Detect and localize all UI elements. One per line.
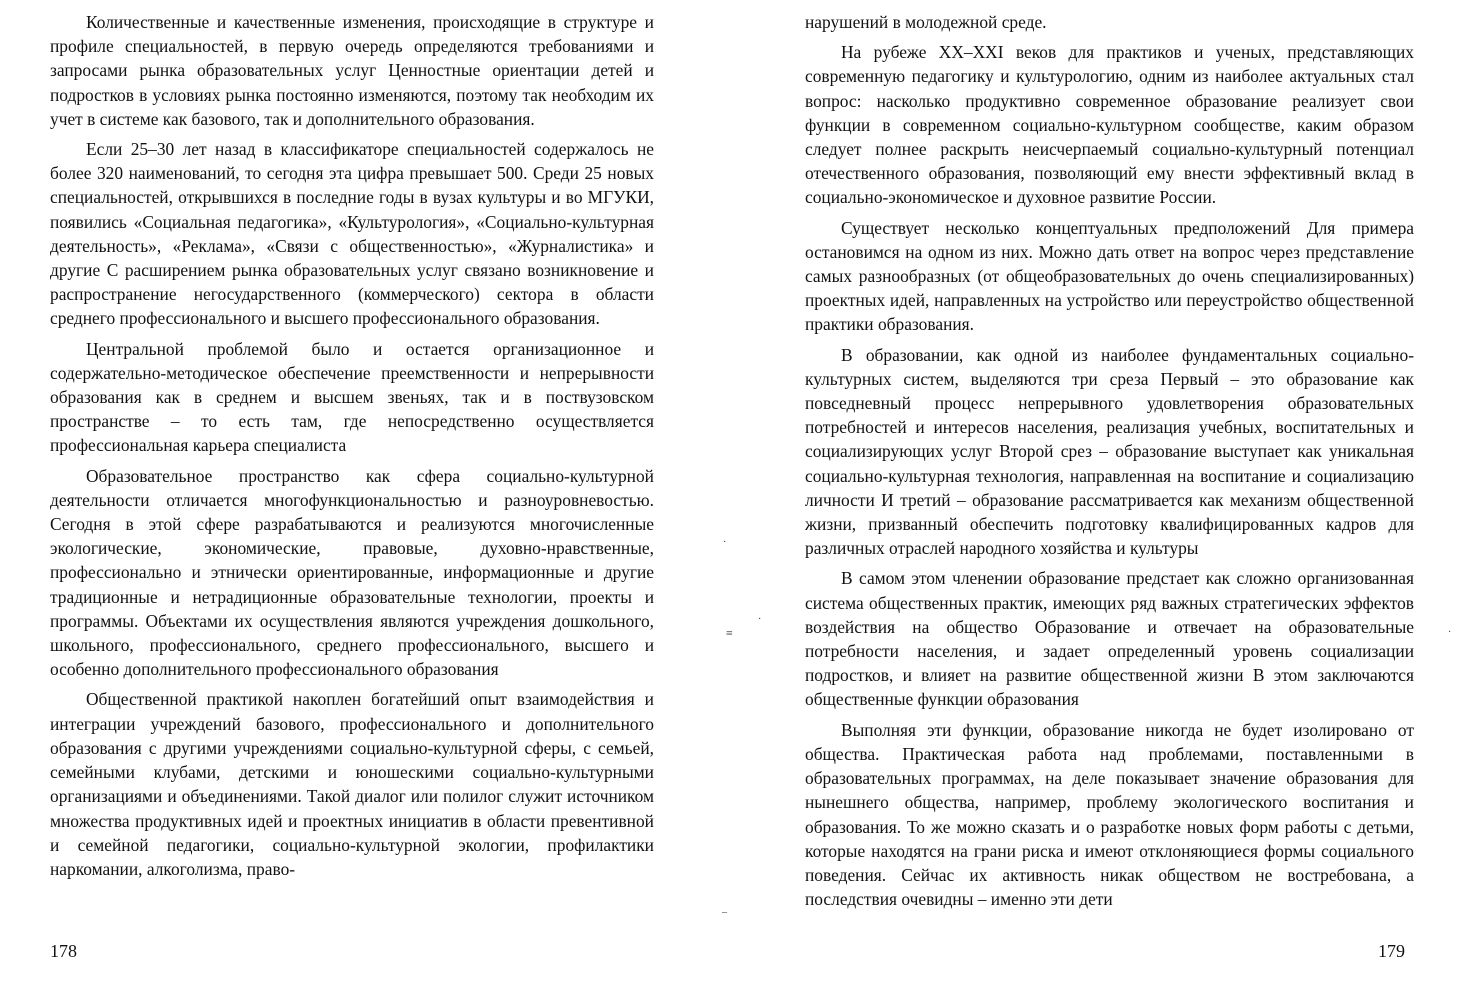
right-paragraph-1: нарушений в молодежной среде. (805, 12, 1047, 32)
left-paragraph-3: Центральной проблемой было и остается организационное и содержательно-методическое обеспечение преемственности и непрерывности образования как в среднем и высшем звеньях, так и в поствузовском пространстве – то есть там, где непосредственно осуществляется профессиональная карьера специалиста (50, 338, 654, 456)
right-paragraph-4: В образовании, как одной из наиболее фундаментальных социально-культурных систем, выделяются три среза Первый – это образование как повседневный процесс непрерывного удовлетворения образовательных потребностей и интересов населения, реализация учебных, воспитательных и социализирующих услуг Второй срез – образование выступает как уникальная социально-культурная технология, направленная на воспитание и социализацию личности И третий – образование рассматривается как механизм общественной жизни, призванный обеспечить подготовку квалифицированных кадров для различных отраслей народного хозяйства и культуры (805, 344, 1414, 559)
right-paragraph-2: На рубеже XX–XXI веков для практиков и ученых, представляющих современную педагогику и культурологию, одним из наиболее актуальных стал вопрос: насколько продуктивно современное образование реализует свои функции в современном социально-культурном сообществе, каким образом следует полнее раскрыть неисчерпаемый социально-культурный потенциал отечественного образования, позволяющий ему внести эффективный вклад в социально-экономическое и духовное развитие России. (805, 42, 1414, 208)
left-paragraph-5: Общественной практикой накоплен богатейший опыт взаимодействия и интеграции учреждений базового, профессионального и дополнительного образования с другими учреждениями социально-культурной сферы, с семьей, семейными клубами, детскими и юношескими социально-культурными организациями и объединениями. Такой диалог или полилог служит источником множества продуктивных идей и проектных инициатив в области превентивной и семейной педагогики, социально-культурной экологии, профилактики наркомании, алкоголизма, право- (50, 689, 654, 879)
gutter-speck: – (722, 907, 727, 918)
gutter-speck: · (758, 614, 762, 625)
left-paragraph-2: Если 25–30 лет назад в классификаторе специальностей содержалось не более 320 наименований, то сегодня эта цифра превышает 500. Среди 25 новых специальностей, открывшихся в последние годы в вузах культуры и во МГУКИ, появились «Социальная педагогика», «Культурология», «Социально-культурная деятельность», «Реклама», «Связи с общественностью», «Журналистика» и другие С расширением рынка образовательных услуг связано возникновение и распространение негосударственного (коммерческого) сектора в области среднего профессионального и высшего профессионального образования. (50, 139, 654, 329)
left-paragraph-1: Количественные и качественные изменения, происходящие в структуре и профиле специальностей, в первую очередь определяются требованиями и запросами рынка образовательных услуг Ценностные ориентации детей и подростков в условиях рынка постоянно изменяются, поэтому так необходим их учет в системе как базового, так и дополнительного образования. (50, 12, 654, 129)
right-paragraph-6: Выполняя эти функции, образование никогда не будет изолировано от общества. Практическая работа над проблемами, поставленными в образовательных программах, на деле показывает значение образования для нынешнего общества, например, проблему экологического воспитания и образования. То же можно сказать и о разработке новых форм работы с детьми, которые находятся на грани риска и имеют отклоняющиеся формы социального поведения. Сейчас их активность никак обществом не востребована, а последствия очевидны – именно эти дети (805, 719, 1414, 910)
gutter-speck: · (1448, 627, 1452, 638)
right-page (805, 10, 1414, 917)
right-paragraph-5: В самом этом членении образование предстает как сложно организованная система общественных практик, имеющих ряд важных стратегических эффектов воздействия на общество Образование и отвечает на образовательные потребности населения, и задает определенный уровень социализации подростков, и влияет на развитие общественной жизни В этом заключаются общественные функции образования (805, 568, 1414, 710)
right-paragraph-3: Существует несколько концептуальных предположений Для примера остановимся на одном из них. Можно дать ответ на вопрос через представление самых разнообразных (от общеобразовательных до очень специализированных) проектных идей, направленных на устройство или переустройство общественной практики образования. (805, 217, 1414, 335)
gutter-speck: ≡ (726, 626, 733, 640)
gutter-speck: · (723, 537, 727, 548)
left-page (50, 10, 654, 887)
left-page-number: 178 (50, 941, 77, 961)
right-page-number: 179 (1378, 941, 1405, 961)
left-paragraph-4: Образовательное пространство как сфера социально-культурной деятельности отличается многофункциональностью и разноуровневостью. Сегодня в этой сфере разрабатываются и реализуются многочисленные экологические, экономические, правовые, духовно-нравственные, профессионально и этнически ориентированные, информационные и другие традиционные и нетрадиционные образовательные технологии, проекты и программы. Объектами их осуществления являются учреждения дошкольного, школьного, профессионального, среднего профессионального, высшего и особенно дополнительного профессионального образования (50, 465, 654, 680)
